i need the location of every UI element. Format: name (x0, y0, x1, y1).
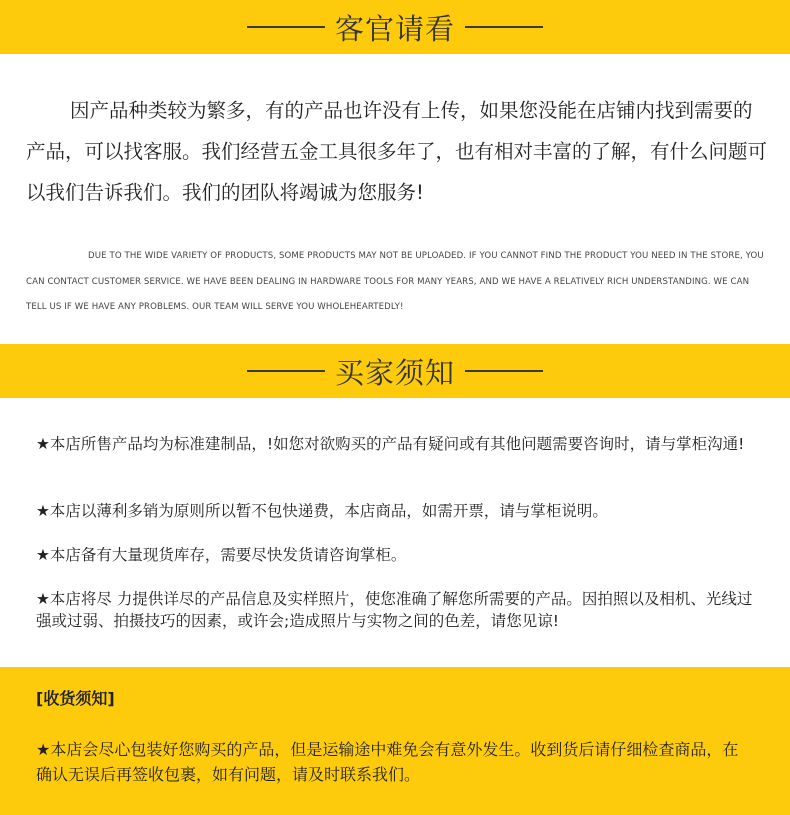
section-header-2 (0, 344, 790, 398)
intro-paragraph-english: DUE TO THE WIDE VARIETY OF PRODUCTS, SOME PRODUCTS MAY NOT BE UPLOADED. IF YOU CANNOT FIND THE PRODUCT YOU NEED IN THE STORE, YOU CAN CONTACT CUSTOMER SERVICE. WE HAVE BEEN DEALING IN HARDWARE TOOLS FOR MANY YEARS, AND WE HAVE A RELATIVELY RICH UNDERSTANDING. WE CAN TELL US IF WE HAVE ANY PROBLEMS. OUR TEAM WILL SERVE YOU WHOLEHEARTEDLY! (26, 251, 764, 312)
notice-item-4: ★本店将尽 力提供详尽的产品信息及实样照片，使您准确了解您所需要的产品。因拍照以及相机、光线过强或过弱、拍摄技巧的因素，或许会;造成照片与实物之间的色差，请您见谅! (36, 590, 753, 630)
section-header-1 (0, 0, 790, 54)
section-header-band-2 (0, 344, 790, 398)
receipt-notice-text: ★本店会尽心包装好您购买的产品，但是运输途中难免会有意外发生。收到货后请仔细检查商品，在确认无误后再签收包裹，如有问题，请及时联系我们。 (36, 740, 739, 784)
section-title-buyer-notice: 买家须知 (334, 355, 455, 390)
header-decor-line-right (465, 370, 543, 372)
header-decor-line-left (247, 26, 325, 28)
section-header-band-1 (0, 0, 790, 54)
intro-paragraph-chinese: 因产品种类较为繁多，有的产品也许没有上传，如果您没能在店铺内找到需要的产品，可以找客服。我们经营五金工具很多年了，也有相对丰富的了解，有什么问题可以我们告诉我们。我们的团队将竭诚为您服务! (26, 99, 768, 204)
receipt-notice-title: [收货须知] (36, 689, 115, 708)
notice-item-3: ★本店备有大量现货库存，需要尽快发货请咨询掌柜。 (36, 546, 407, 564)
header-decor-line-right (465, 26, 543, 28)
header-decor-line-left (247, 370, 325, 372)
section-title-kehuan: 客官请看 (334, 11, 455, 46)
notice-item-1: ★本店所售产品均为标准建制品，!如您对欲购买的产品有疑问或有其他问题需要咨询时，请与掌柜沟通! (36, 435, 745, 453)
notice-item-2: ★本店以薄利多销为原则所以暂不包快递费，本店商品，如需开票，请与掌柜说明。 (36, 502, 608, 520)
